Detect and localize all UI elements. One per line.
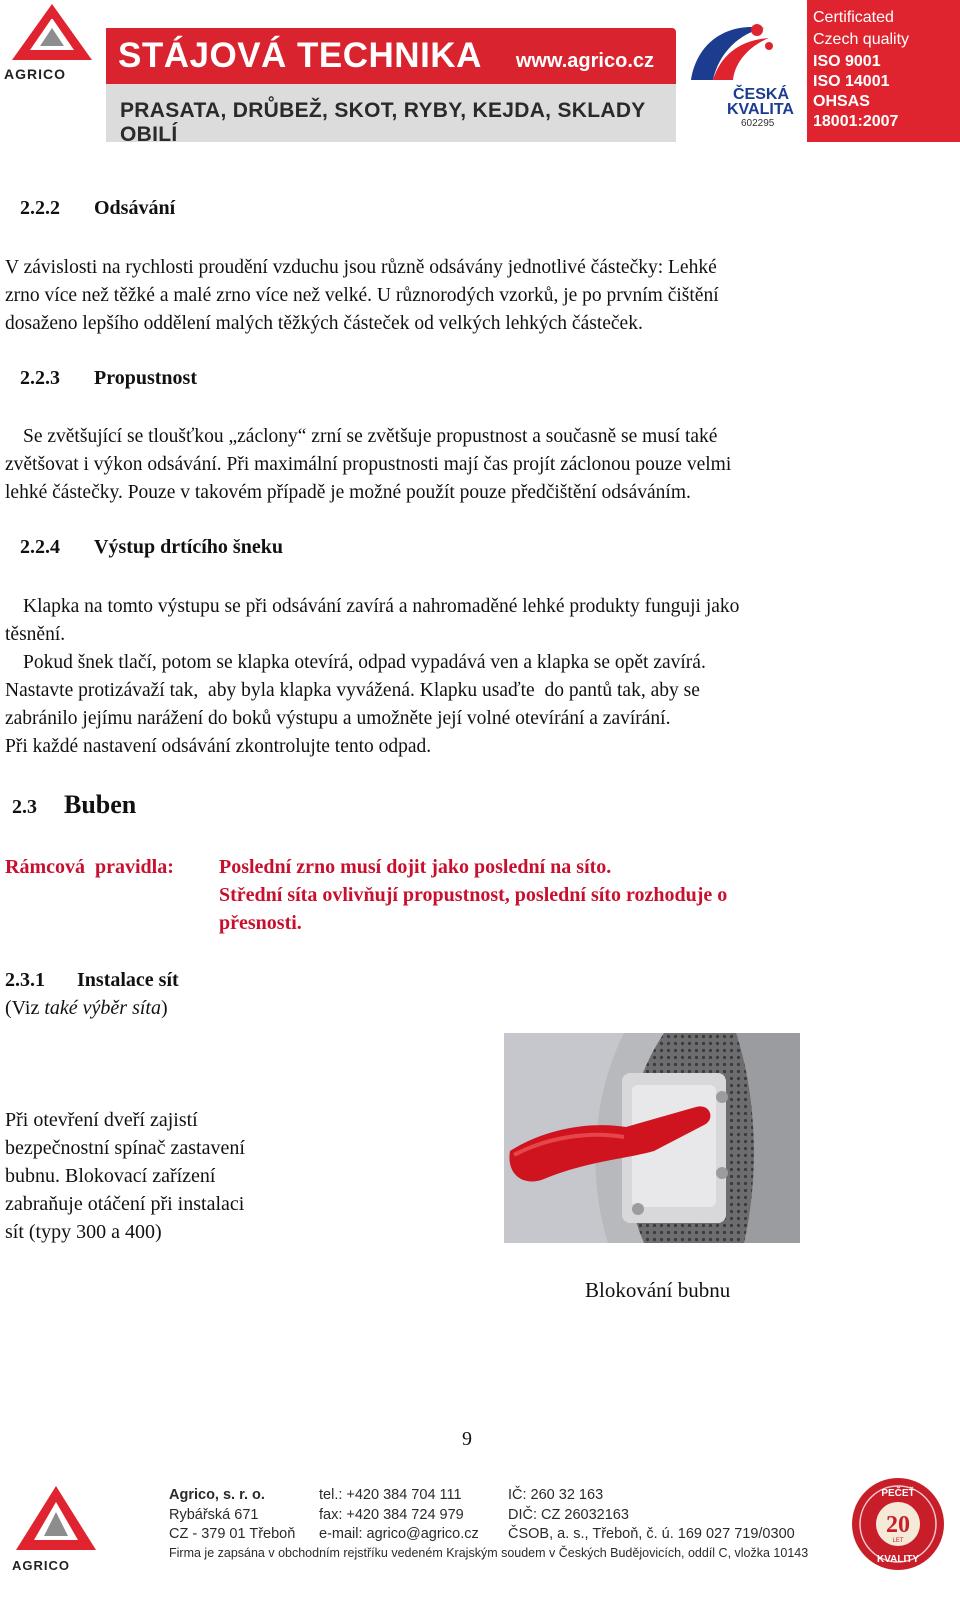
- section-title: Propustnost: [94, 367, 197, 389]
- section-title: Buben: [64, 790, 137, 819]
- company-street: Rybářská 671: [169, 1506, 259, 1523]
- company-fax: fax: +420 384 724 979: [319, 1506, 464, 1523]
- see-also-link-text: také výběr síta: [44, 997, 161, 1019]
- rules-label: Rámcová pravidla:: [5, 856, 174, 878]
- company-phone: tel.: +420 384 704 111: [319, 1487, 462, 1503]
- text-line: Při otevření dveří zajistí: [5, 1109, 198, 1131]
- cert-line: ISO 9001: [813, 53, 881, 70]
- photo-caption: Blokování bubnu: [585, 1278, 731, 1302]
- agrico-logo-text: AGRICO: [4, 66, 66, 82]
- rules-line: přesnosti.: [219, 912, 302, 934]
- agrico-logo: [0, 0, 108, 88]
- text-line: Se zvětšující se tloušťkou „záclony“ zrní se zvětšuje propustnost a současně se musí také: [23, 426, 718, 447]
- rules-line: Střední síta ovlivňují propustnost, poslední síto rozhoduje o: [219, 884, 728, 906]
- footer-agrico-logo-text: AGRICO: [12, 1558, 70, 1573]
- text-line: bubnu. Blokovací zařízení: [5, 1165, 216, 1187]
- text-line: lehké částečky. Pouze v takovém případě je možné použít pouze předčištění odsáváním.: [5, 482, 691, 503]
- seal-bottom-text: KVALITY: [876, 1554, 920, 1565]
- cert-line: Czech quality: [813, 31, 910, 48]
- rules-line: Poslední zrno musí dojit jako poslední na síto.: [219, 856, 612, 878]
- text-line: sít (typy 300 a 400): [5, 1221, 162, 1243]
- footer-address: [169, 1486, 295, 1545]
- paragraph-vystup: [5, 593, 935, 761]
- ceska-kvalita-logo: [683, 8, 803, 138]
- company-city: CZ - 379 01 Třeboň: [169, 1526, 296, 1542]
- company-name: Agrico, s. r. o.: [169, 1487, 265, 1503]
- section-number: 2.2.4: [20, 536, 60, 558]
- section-number: 2.3: [12, 796, 37, 818]
- section-number: 2.2.3: [20, 367, 60, 389]
- footer-agrico-logo-icon: [6, 1480, 110, 1556]
- cert-line: ISO 14001: [813, 73, 890, 90]
- page-number: 9: [462, 1428, 472, 1450]
- see-also-note: [5, 994, 168, 1022]
- section-heading-2-3-1: [5, 966, 179, 994]
- text-line: zabraňuje otáčení při instalaci: [5, 1193, 245, 1215]
- see-also-close: ): [160, 997, 168, 1019]
- certification-box: [807, 0, 960, 142]
- cert-line: OHSAS: [813, 93, 870, 110]
- company-dic: DIČ: CZ 26032163: [508, 1506, 629, 1523]
- section-heading-2-2-2: [20, 197, 175, 220]
- seal-number: 20: [886, 1512, 910, 1538]
- ck-text-ceska: ČESKÁ: [733, 86, 790, 103]
- text-line: bezpečnostní spínač zastavení: [5, 1137, 245, 1159]
- company-bank: ČSOB, a. s., Třeboň, č. ú. 169 027 719/0300: [508, 1526, 795, 1542]
- text-line: zabránilo jejímu narážení do boků výstupu a umožněte její volné otevírání a zavírání.: [5, 708, 671, 729]
- page-footer: [0, 1470, 960, 1605]
- page-header: [0, 0, 960, 146]
- drum-lock-description: [5, 1106, 315, 1246]
- quality-seal-icon: [850, 1476, 946, 1572]
- ck-number: 602295: [741, 118, 775, 129]
- footer-agrico-logo: [6, 1480, 110, 1573]
- footer-register-note: Firma je zapsána v obchodním rejstříku vedeném Krajským soudem v Českých Budějovicích, oddíl C, vložka 10143: [169, 1546, 809, 1560]
- section-heading-2-2-4: [20, 536, 283, 559]
- section-title: Instalace sít: [77, 969, 179, 991]
- text-line: těsnění.: [5, 624, 66, 645]
- ck-text-kvalita: KVALITA: [727, 101, 794, 118]
- section-number: 2.2.2: [20, 197, 60, 219]
- seal-small-text: LET: [892, 1538, 904, 1544]
- brand-subtitle: PRASATA, DRŮBEŽ, SKOT, RYBY, KEJDA, SKLADY OBILÍ: [120, 99, 646, 146]
- company-email[interactable]: e-mail: agrico@agrico.cz: [319, 1526, 479, 1542]
- text-line: Nastavte protizávaží tak, aby byla klapka vyvážená. Klapku usaďte do pantů tak, aby se: [5, 680, 700, 701]
- text-line: Pokud šnek tlačí, potom se klapka otevírá, odpad vypadává ven a klapka se opět zavírá.: [23, 652, 706, 673]
- agrico-logo-icon: [0, 0, 108, 66]
- brand-url: www.agrico.cz: [515, 50, 654, 72]
- text-line: Při každé nastavení odsávání zkontrolujte tento odpad.: [5, 736, 432, 757]
- brand-band: [106, 28, 676, 84]
- paragraph-propustnost: [5, 423, 935, 507]
- section-number: 2.3.1: [5, 969, 45, 991]
- footer-registration: [508, 1486, 795, 1545]
- text-line: Klapka na tomto výstupu se při odsávání zavírá a nahromaděné lehké produkty funguji jako: [23, 596, 740, 617]
- text-line: zrno více než těžké a malé zrno více než velké. U různorodých vzorků, je po prvním čištění: [5, 285, 719, 306]
- drum-lock-photo: [504, 1033, 800, 1243]
- cert-line: 18001:2007: [813, 113, 899, 130]
- section-heading-2-2-3: [20, 367, 197, 390]
- brand-title: STÁJOVÁ TECHNIKA: [118, 36, 482, 75]
- text-line: V závislosti na rychlosti proudění vzduchu jsou různě odsávány jednotlivé částečky: Lehké: [5, 257, 717, 278]
- drum-lock-lever-image: [504, 1033, 800, 1243]
- company-ico: IČ: 260 32 163: [508, 1487, 604, 1503]
- text-line: zvětšovat i výkon odsávání. Při maximální propustnosti mají čas projít záclonou pouze velmi: [5, 454, 732, 475]
- footer-contacts: [319, 1486, 479, 1545]
- cert-line: Certificated: [813, 9, 894, 26]
- quality-seal: [850, 1476, 946, 1572]
- ceska-kvalita-icon: [683, 8, 803, 88]
- section-title: Odsávání: [94, 197, 176, 219]
- seal-top-text: PEČEŤ: [881, 1488, 915, 1499]
- text-line: dosaženo lepšího oddělení malých těžkých částeček od velkých lehkých částeček.: [5, 313, 643, 334]
- section-title: Výstup drtícího šneku: [94, 536, 283, 558]
- section-heading-2-3: [12, 790, 136, 820]
- paragraph-odsavani: [5, 254, 935, 338]
- see-also-open: (Viz: [5, 997, 45, 1019]
- brand-subtitle-band: [106, 84, 676, 146]
